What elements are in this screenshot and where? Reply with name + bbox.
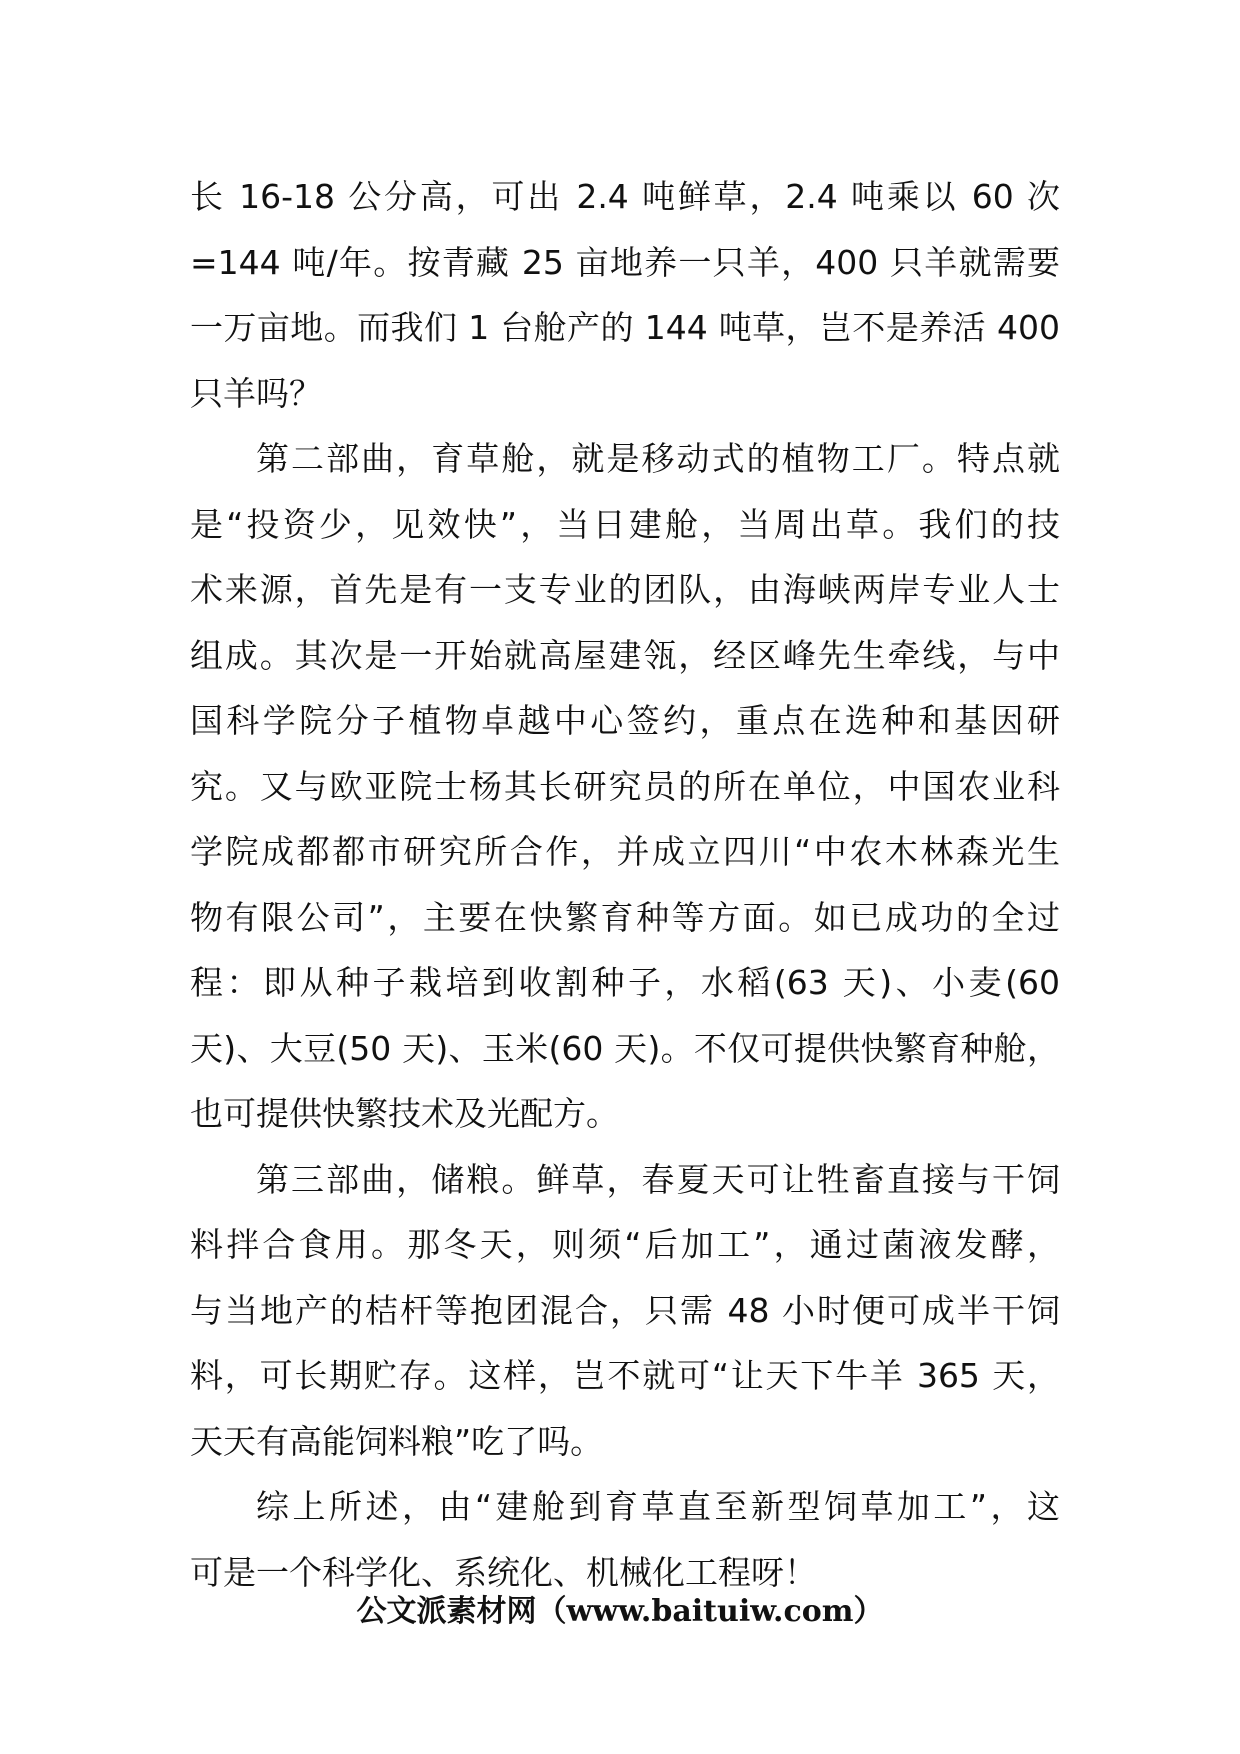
paragraph — [190, 164, 1060, 426]
document-body — [190, 164, 1060, 1605]
text-line: 综上所述，由“建舱到育草直至新型饲草加工”，这 — [256, 1487, 1060, 1526]
text-line: 物有限公司”，主要在快繁育种等方面。如已成功的全过 — [190, 897, 1060, 937]
text-line: 组成。其次是一开始就高屋建瓴，经区峰先生牵线，与中 — [190, 635, 1060, 675]
text-line: 一万亩地。而我们 1 台舱产的 144 吨草，岂不是养活 400 — [190, 308, 1060, 347]
text-line: 料拌合食用。那冬天，则须“后加工”，通过菌液发酵， — [190, 1225, 1060, 1264]
text-line: 是“投资少，见效快”，当日建舱，当周出草。我们的技 — [190, 504, 1060, 544]
text-line: 第三部曲，储粮。鲜草，春夏天可让牲畜直接与干饲 — [256, 1159, 1060, 1199]
text-line: 只羊吗？ — [190, 373, 322, 413]
paragraph — [190, 426, 1060, 1147]
text-line: 可是一个科学化、系统化、机械化工程呀！ — [190, 1552, 817, 1592]
paragraph — [190, 1474, 1060, 1605]
text-line: 国科学院分子植物卓越中心签约，重点在选种和基因研 — [190, 701, 1060, 740]
text-line: 第二部曲，育草舱，就是移动式的植物工厂。特点就 — [256, 439, 1060, 478]
text-line: 术来源，首先是有一支专业的团队，由海峡两岸专业人士 — [190, 570, 1060, 609]
text-line: 天)、大豆(50 天)、玉米(60 天)。不仅可提供快繁育种舱， — [190, 1028, 1060, 1068]
text-line: 天天有高能饲料粮”吃了吗。 — [190, 1421, 604, 1461]
text-line: 也可提供快繁技术及光配方。 — [190, 1094, 619, 1133]
text-line: 长 16-18 公分高，可出 2.4 吨鲜草，2.4 吨乘以 60 次 — [190, 177, 1060, 216]
text-line: 与当地产的桔杆等抱团混合，只需 48 小时便可成半干饲 — [190, 1290, 1060, 1330]
text-line: 究。又与欧亚院士杨其长研究员的所在单位，中国农业科 — [190, 766, 1060, 806]
text-line: 学院成都都市研究所合作，并成立四川“中农木林森光生 — [190, 832, 1060, 871]
paragraph — [190, 1147, 1060, 1475]
text-line: 料，可长期贮存。这样，岂不就可“让天下牛羊 365 天， — [190, 1356, 1060, 1395]
text-line: =144 吨/年。按青藏 25 亩地养一只羊，400 只羊就需要 — [190, 242, 1060, 282]
text-line: 程：即从种子栽培到收割种子，水稻(63 天)、小麦(60 — [190, 963, 1060, 1002]
footer-watermark: 公文派素材网（www.baituiw.com） — [356, 1594, 884, 1629]
